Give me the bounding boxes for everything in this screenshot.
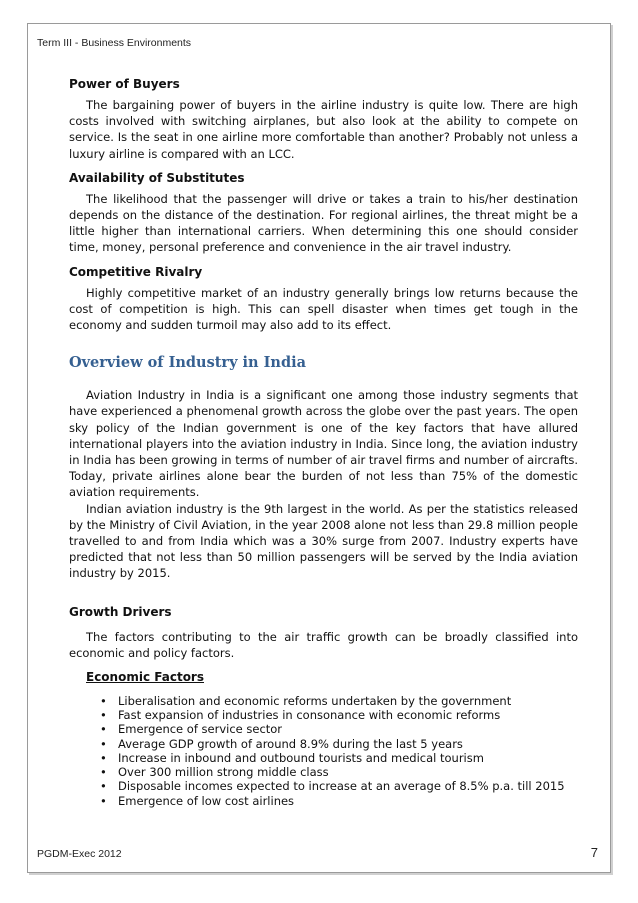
- bullet-icon: •: [100, 708, 107, 723]
- list-item: • Liberalisation and economic reforms undertaken by the government: [100, 694, 512, 709]
- page-content: [69, 76, 578, 808]
- subheading-economic-factors: Economic Factors: [86, 670, 204, 685]
- paragraph-competitive-rivalry: Highly competitive market of an industry generally brings low returns because the cost of competition is high. This can spell disaster when times get tough in the economy and sudden turmoil may also add to its effect.: [69, 285, 578, 333]
- list-item: • Fast expansion of industries in consonance with economic reforms: [100, 708, 501, 723]
- bullet-icon: •: [100, 736, 107, 751]
- paragraph-availability-of-substitutes: The likelihood that the passenger will drive or takes a train to his/her destination depends on the distance of the destination. For regional airlines, the threat might be a little higher than international carriers. When determining this one should consider time, money, personal preference and convenience in the air travel industry.: [69, 191, 578, 255]
- list-item: • Increase in inbound and outbound tourists and medical tourism: [100, 750, 484, 765]
- bullet-icon: •: [100, 779, 107, 794]
- bullet-icon: •: [100, 722, 107, 737]
- heading-power-of-buyers: Power of Buyers: [69, 77, 180, 91]
- list-item: • Over 300 million strong middle class: [100, 765, 329, 780]
- section-title-overview: Overview of Industry in India: [69, 354, 307, 372]
- heading-competitive-rivalry: Competitive Rivalry: [69, 264, 203, 279]
- list-item: • Emergence of low cost airlines: [100, 793, 295, 808]
- list-item: • Emergence of service sector: [100, 722, 283, 737]
- document-page: [27, 23, 611, 873]
- bullet-icon: •: [100, 750, 107, 765]
- paragraph-overview-2: Indian aviation industry is the 9th largest in the world. As per the statistics released by the Ministry of Civil Aviation, in the year 2008 alone not less than 29.8 million people travelled to and from India which was a 30% surge from 2007. Industry experts have predicted that not less than 50 million passengers will be served by the India aviation industry by 2015.: [69, 501, 578, 581]
- bullet-icon: •: [100, 694, 107, 709]
- heading-availability-of-substitutes: Availability of Substitutes: [69, 170, 245, 185]
- paragraph-growth-drivers: The factors contributing to the air traffic growth can be broadly classified into economic and policy factors.: [69, 629, 578, 660]
- bullet-icon: •: [100, 765, 107, 780]
- bullet-icon: •: [100, 793, 107, 808]
- heading-growth-drivers: Growth Drivers: [69, 604, 172, 619]
- economic-factors-list: [69, 694, 578, 808]
- list-item: • Average GDP growth of around 8.9% during the last 5 years: [100, 736, 463, 751]
- running-header: Term III - Business Environments: [37, 37, 192, 49]
- list-item: • Disposable incomes expected to increase at an average of 8.5% p.a. till 2015: [100, 779, 565, 794]
- footer-program: PGDM-Exec 2012: [37, 848, 122, 860]
- paragraph-overview-1: Aviation Industry in India is a significant one among those industry segments that have experienced a phenomenal growth across the globe over the past years. The open sky policy of the Indian government is one of the key factors that have allured international players into the aviation industry in India. Since long, the aviation industry in India has been growing in terms of number of air travel firms and number of aircrafts. Today, private airlines alone bear the burden of not less than 75% of the domestic aviation requirements.: [69, 388, 578, 500]
- page-number: 7: [590, 845, 598, 860]
- paragraph-power-of-buyers: The bargaining power of buyers in the airline industry is quite low. There are high costs involved with switching airplanes, but also look at the ability to compete on service. Is the seat in one airline more comfortable than another? Probably not unless a luxury airline is compared with an LCC.: [69, 98, 578, 161]
